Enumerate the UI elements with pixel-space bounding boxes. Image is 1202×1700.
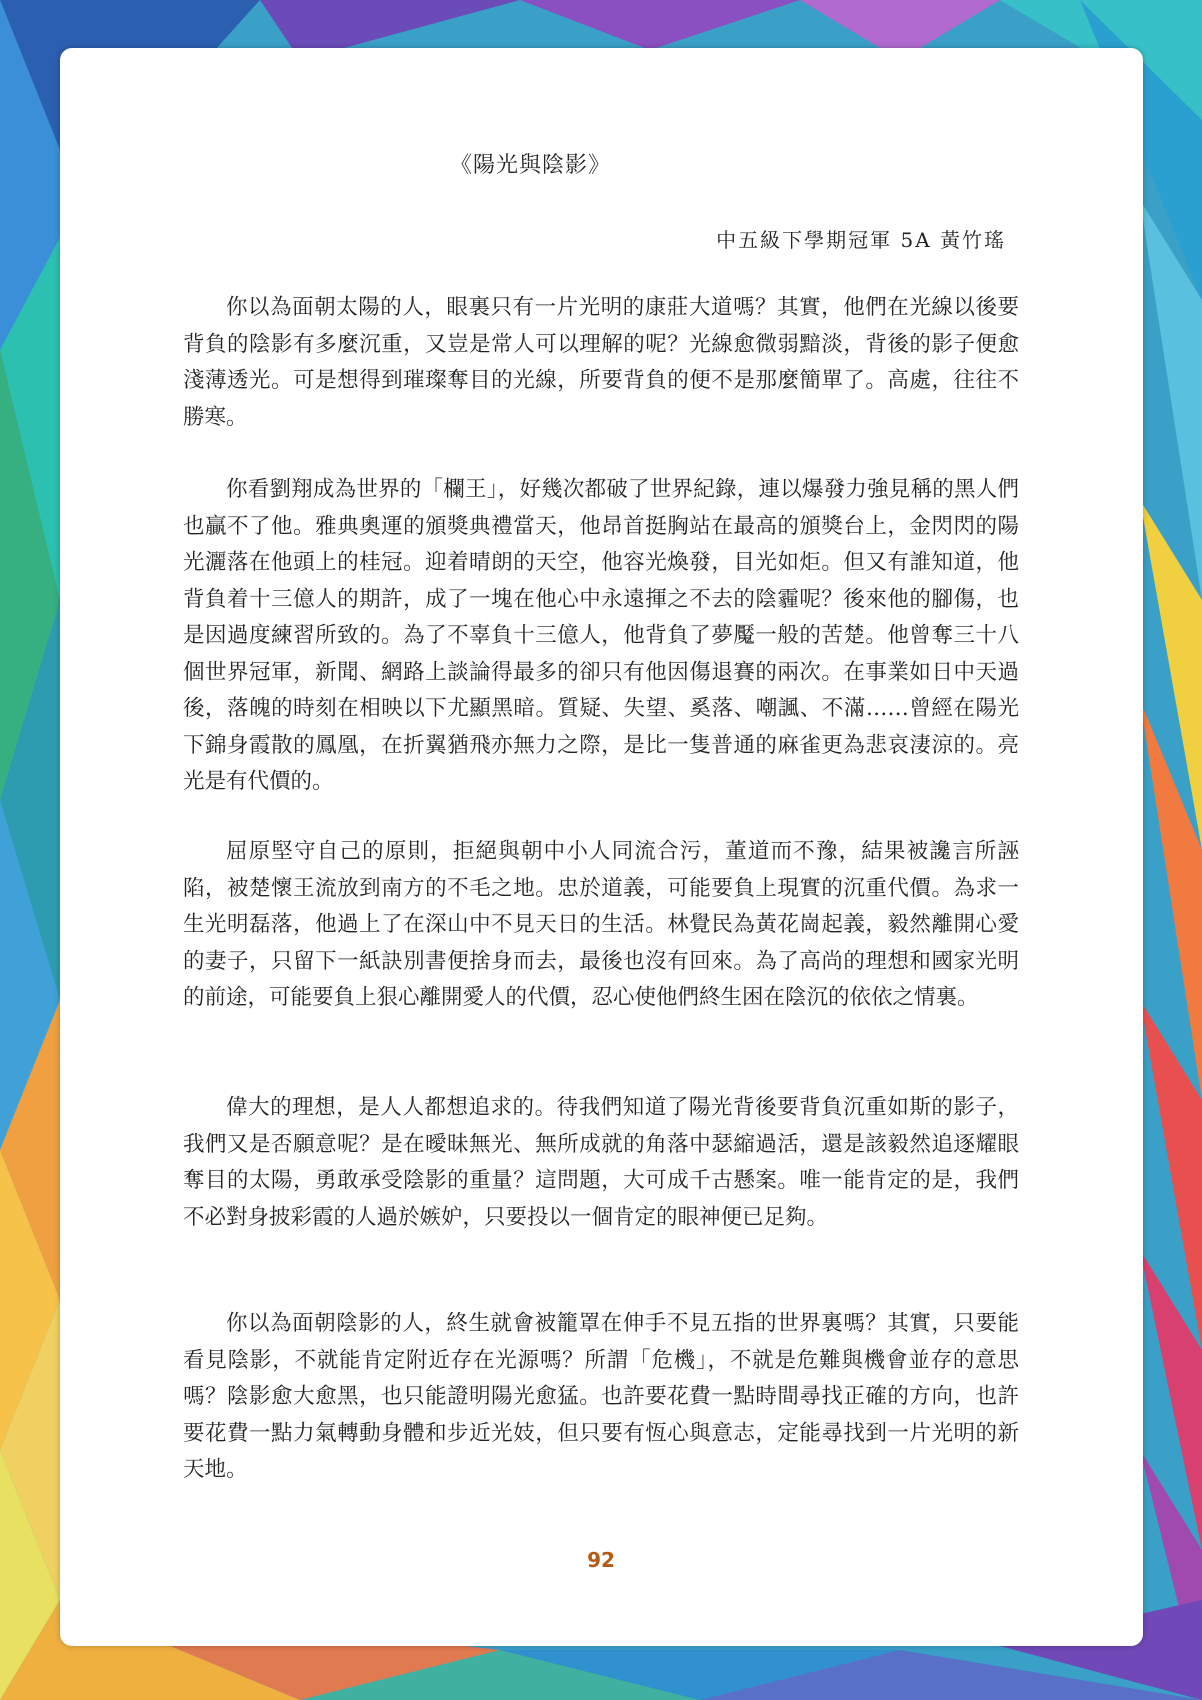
author-byline: 中五級下學期冠軍 5A 黃竹瑤 <box>716 228 1006 252</box>
essay-title: 《陽光與陰影》 <box>450 153 612 178</box>
paragraph-3: 屈原堅守自己的原則，拒絕與朝中小人同流合污，董道而不豫，結果被讒言所誣陷，被楚懷王流放到南方的不毛之地。忠於道義，可能要負上現實的沉重代價。為求一生光明磊落，他過上了在深山中不見天日的生活。林覺民為黃花崗起義，毅然離開心愛的妻子，只留下一紙訣別書便捨身而去，最後也沒有回來。為了高尚的理想和國家光明的前途，可能要負上狠心離開愛人的代價，忍心使他們終生困在陰沉的依依之情裏。 <box>183 839 1019 1010</box>
paragraph-1: 你以為面朝太陽的人，眼裏只有一片光明的康莊大道嗎？其實，他們在光線以後要背負的陰影有多麼沉重，又豈是常人可以理解的呢？光線愈微弱黯淡，背後的影子便愈淺薄透光。可是想得到璀璨奪目的光線，所要背負的便不是那麼簡單了。高處，往往不勝寒。 <box>183 295 1019 430</box>
paragraph-2: 你看劉翔成為世界的「欄王」，好幾次都破了世界紀錄，連以爆發力強見稱的黑人們也贏不了他。雅典奧運的頒獎典禮當天，他昂首挺胸站在最高的頒獎台上，金閃閃的陽光灑落在他頭上的桂冠。迎着晴朗的天空，他容光煥發，目光如炬。但又有誰知道，他背負着十三億人的期許，成了一塊在他心中永遠揮之不去的陰霾呢？後來他的腳傷，也是因過度練習所致的。為了不辜負十三億人，他背負了夢魘一般的苦楚。他曾奪三十八個世界冠軍，新聞、網路上談論得最多的卻只有他因傷退賽的兩次。在事業如日中天過後，落魄的時刻在相映以下尤顯黑暗。質疑、失望、奚落、嘲諷、不滿……曾經在陽光下錦身霞散的鳳凰，在折翼猶飛亦無力之際，是比一隻普通的麻雀更為悲哀淒涼的。亮光是有代價的。 <box>183 477 1019 794</box>
paragraph-5: 你以為面朝陰影的人，終生就會被籠罩在伸手不見五指的世界裏嗎？其實，只要能看見陰影，不就能肯定附近存在光源嗎？所謂「危機」，不就是危難與機會並存的意思嗎？陰影愈大愈黑，也只能證明陽光愈猛。也許要花費一點時間尋找正確的方向，也許要花費一點力氣轉動身體和步近光妓，但只要有恆心與意志，定能尋找到一片光明的新天地。 <box>183 1311 1019 1482</box>
page-number: 92 <box>587 1548 615 1572</box>
paragraph-4: 偉大的理想，是人人都想追求的。待我們知道了陽光背後要背負沉重如斯的影子，我們又是否願意呢？是在曖昧無光、無所成就的角落中瑟縮過活，還是該毅然追逐耀眼奪目的太陽，勇敢承受陰影的重量？這問題，大可成千古懸案。唯一能肯定的是，我們不必對身披彩霞的人過於嫉妒，只要投以一個肯定的眼神便已足夠。 <box>183 1095 1019 1230</box>
